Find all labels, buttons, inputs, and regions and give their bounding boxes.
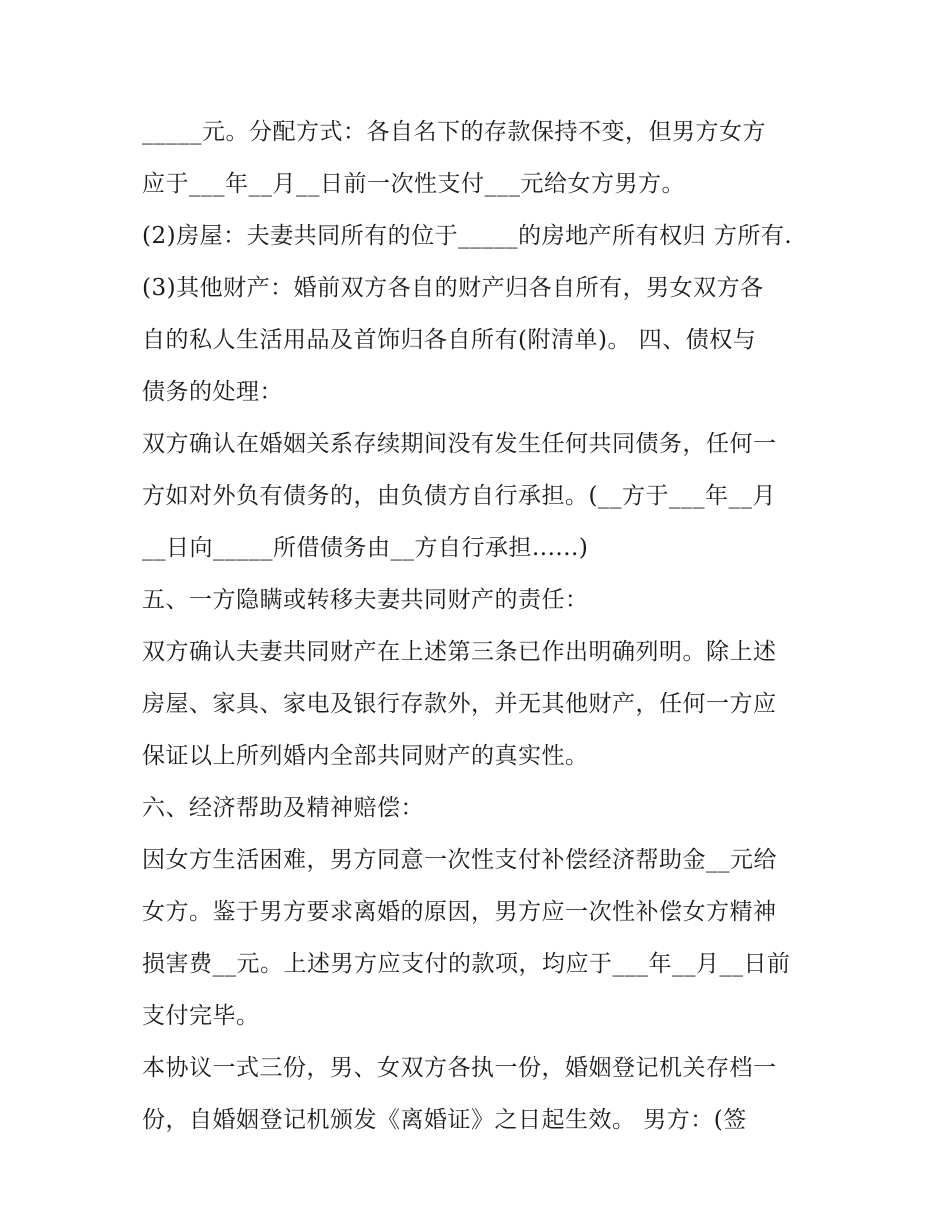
- text-line: 女方。鉴于男方要求离婚的原因，男方应一次性补偿女方精神: [142, 899, 777, 925]
- text-line: 支付完毕。: [142, 1003, 260, 1029]
- text-line: 自的私人生活用品及首饰归各自所有(附清单)。 四、债权与: [142, 327, 757, 353]
- text-line: 应于___年__月__日前一次性支付___元给女方男方。: [142, 171, 685, 197]
- text-line: 因女方生活困难，男方同意一次性支付补偿经济帮助金__元给: [142, 847, 777, 873]
- document-body: [142, 106, 822, 1146]
- text-line: 房屋、家具、家电及银行存款外，并无其他财产，任何一方应: [142, 691, 777, 717]
- text-line: 方如对外负有债务的，由负债方自行承担。(__方于___年__月: [142, 483, 776, 509]
- text-line: (2)房屋：夫妻共同所有的位于_____的房地产所有权归 方所有.: [142, 223, 793, 249]
- text-line: (3)其他财产：婚前双方各自的财产归各自所有，男女双方各: [142, 275, 764, 301]
- text-line: 本协议一式三份，男、女双方各执一份，婚姻登记机关存档一: [142, 1055, 777, 1081]
- text-line: 保证以上所列婚内全部共同财产的真实性。: [142, 743, 589, 769]
- section-heading: 五、一方隐瞒或转移夫妻共同财产的责任：: [142, 587, 589, 613]
- text-line: 损害费__元。上述男方应支付的款项，均应于___年__月__日前: [142, 951, 791, 977]
- text-line: _____元。分配方式：各自名下的存款保持不变，但男方女方: [142, 119, 766, 145]
- text-line: 双方确认在婚姻关系存续期间没有发生任何共同债务，任何一: [142, 431, 777, 457]
- text-line: 双方确认夫妻共同财产在上述第三条已作出明确列明。除上述: [142, 639, 777, 665]
- text-line: __日向_____所借债务由__方自行承担......): [142, 535, 589, 561]
- text-line: 债务的处理：: [142, 379, 283, 405]
- text-line: 份，自婚姻登记机颁发《离婚证》之日起生效。 男方：(签: [142, 1107, 747, 1133]
- section-heading: 六、经济帮助及精神赔偿：: [142, 795, 424, 821]
